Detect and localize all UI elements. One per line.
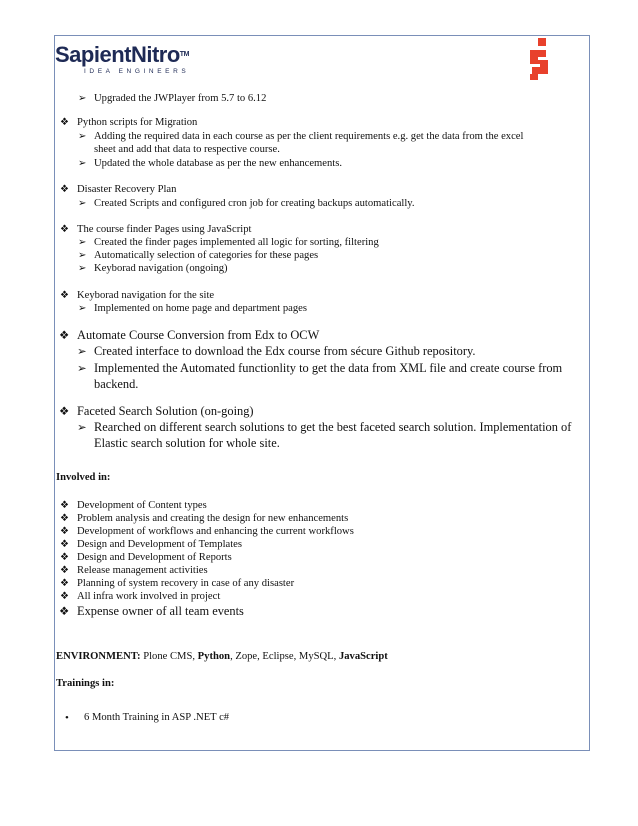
finder-item-3: Keyborad navigation (ongoing) [94,263,228,274]
diamond-bullet-icon: ❖ [60,539,69,550]
involved-item: Design and Development of Reports [77,552,232,563]
arrow-bullet-icon: ➢ [78,158,87,169]
diamond-bullet-icon: ❖ [60,224,69,235]
environment-javascript: JavaScript [338,651,388,662]
diamond-bullet-icon: ❖ [59,605,70,618]
diamond-bullet-icon: ❖ [59,405,70,418]
edx-item-2a: Implemented the Automated functionlity to get the data from XML file and create course from [94,361,563,375]
arrow-bullet-icon: ➢ [78,303,87,314]
s-mark-icon [524,38,554,80]
edx-item-2b: backend. [94,377,139,391]
finder-title: The course finder Pages using JavaScript [77,224,252,235]
round-bullet-icon: • [65,712,69,724]
diamond-bullet-icon: ❖ [60,500,69,511]
faceted-item-1b: Elastic search solution for whole site. [94,436,280,450]
faceted-title: Faceted Search Solution (on-going) [77,404,254,418]
involved-item: Release management activities [77,565,208,576]
arrow-bullet-icon: ➢ [78,250,87,261]
brand-name [55,44,189,66]
environment-label: ENVIRONMENT: [56,651,141,662]
disaster-title: Disaster Recovery Plan [77,184,177,195]
keyboard-title: Keyborad navigation for the site [77,290,215,301]
environment-text-1: Plone CMS, [140,651,198,662]
finder-item-2: Automatically selection of categories for these pages [94,250,319,261]
involved-item: Design and Development of Templates [77,539,242,550]
diamond-bullet-icon: ❖ [60,117,69,128]
arrow-bullet-icon: ➢ [78,198,87,209]
diamond-bullet-icon: ❖ [60,552,69,563]
diamond-bullet-icon: ❖ [60,591,69,602]
involved-item: Development of workflows and enhancing the current workflows [77,526,354,537]
python-item-1a: Adding the required data in each course as per the client requirements e.g. get the data from the excel [94,131,524,142]
involved-item: Problem analysis and creating the design for new enhancements [77,513,349,524]
diamond-bullet-icon: ❖ [60,565,69,576]
edx-item-1: Created interface to download the Edx course from sécure Github repository. [94,344,476,358]
disaster-item-1: Created Scripts and configured cron job for creating backups automatically. [94,198,415,209]
environment-text-2: , Zope, Eclipse, MySQL, [230,651,339,662]
brand-part1: Sapient [55,42,131,67]
involved-heading: Involved in: [56,472,111,483]
arrow-bullet-icon: ➢ [77,345,87,358]
involved-item: Planning of system recovery in case of any disaster [77,578,295,589]
arrow-bullet-icon: ➢ [78,93,87,104]
training-item: 6 Month Training in ASP .NET c# [84,712,230,723]
diamond-bullet-icon: ❖ [60,513,69,524]
arrow-bullet-icon: ➢ [78,263,87,274]
arrow-bullet-icon: ➢ [77,421,87,434]
keyboard-item-1: Implemented on home page and department pages [94,303,307,314]
diamond-bullet-icon: ❖ [59,329,70,342]
arrow-bullet-icon: ➢ [77,362,87,375]
involved-item: Development of Content types [77,500,207,511]
arrow-bullet-icon: ➢ [78,131,87,142]
diamond-bullet-icon: ❖ [60,578,69,589]
involved-item: Expense owner of all team events [77,604,244,618]
faceted-item-1a: Rearched on different search solutions to get the best faceted search solution. Implementation of [94,420,572,434]
python-item-2: Updated the whole database as per the new enhancements. [94,158,342,169]
environment-line [56,651,388,663]
brand-part2: Nitro [130,42,180,67]
involved-item: All infra work involved in project [77,591,221,602]
trainings-heading: Trainings in: [56,678,115,689]
edx-title: Automate Course Conversion from Edx to OCW [77,328,320,342]
trademark: TM [179,51,189,58]
diamond-bullet-icon: ❖ [60,290,69,301]
diamond-bullet-icon: ❖ [60,184,69,195]
python-item-1b: sheet and add that data to respective course. [94,144,280,155]
arrow-bullet-icon: ➢ [78,237,87,248]
jwplayer-item: Upgraded the JWPlayer from 5.7 to 6.12 [94,93,267,104]
finder-item-1: Created the finder pages implemented all logic for sorting, filtering [94,237,379,248]
diamond-bullet-icon: ❖ [60,526,69,537]
python-title: Python scripts for Migration [77,117,198,128]
environment-python: Python [197,651,231,662]
brand-tagline: IDEA ENGINEERS [84,68,190,75]
sapientnitro-logo [55,44,189,75]
